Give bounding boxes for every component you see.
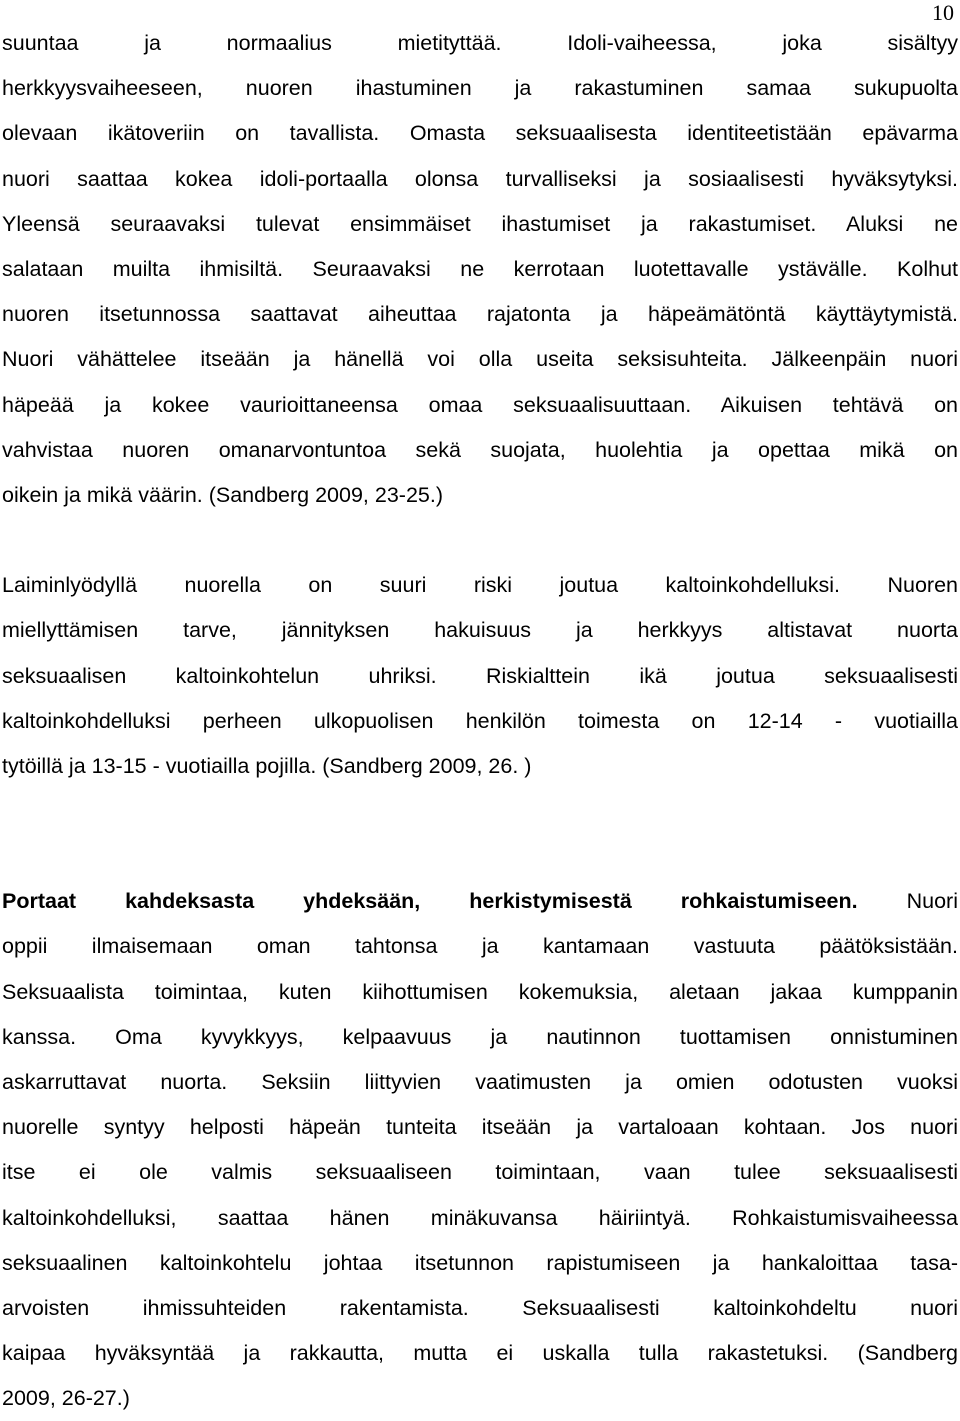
text-line: suuntaa ja normaalius mietityttää. Idoli-vaiheessa, joka sisältyy — [2, 31, 958, 55]
text-line: kaltoinkohdelluksi, saattaa hänen minäkuvansa häiriintyä. Rohkaistumisvaiheessa — [2, 1205, 958, 1230]
text-line: Seksuaalista toimintaa, kuten kiihottumisen kokemuksia, aletaan jakaa kumppanin — [2, 979, 958, 1004]
text-line: nuorelle syntyy helposti häpeän tunteita itseään ja vartaloaan kohtaan. Jos nuori — [2, 1115, 958, 1140]
text-fragment: Nuori — [857, 889, 958, 914]
text-line: häpeää ja kokee vaurioittaneensa omaa seksuaalisuuttaan. Aikuisen tehtävä on — [2, 392, 958, 417]
paragraph — [2, 563, 958, 789]
text-line: Laiminlyödyllä nuorella on suuri riski joutua kaltoinkohdelluksi. Nuoren — [2, 573, 958, 598]
section-heading: Portaat kahdeksasta yhdeksään, herkistymisestä rohkaistumiseen. — [2, 889, 858, 914]
text-line: askarruttavat nuorta. Seksiin liittyvien vaatimusten ja omien odotusten vuoksi — [2, 1069, 958, 1094]
paragraph — [2, 21, 958, 518]
text-line: olevaan ikätoveriin on tavallista. Omasta seksuaalisesta identiteetistään epävarma — [2, 121, 958, 146]
text-line: 2009, 26-27.) — [2, 1386, 130, 1411]
text-line: salataan muilta ihmisiltä. Seuraavaksi ne kerrotaan luotettavalle ystävälle. Kolhut — [2, 256, 958, 281]
text-line — [2, 879, 958, 924]
paragraph-spacer — [2, 789, 958, 879]
text-line: Nuori vähättelee itseään ja hänellä voi olla useita seksisuhteita. Jälkeenpäin nuori — [2, 347, 958, 372]
text-line: kanssa. Oma kyvykkyys, kelpaavuus ja nautinnon tuottamisen onnistuminen — [2, 1024, 958, 1049]
text-line: nuoren itsetunnossa saattavat aiheuttaa rajatonta ja häpeämätöntä käyttäytymistä. — [2, 302, 958, 327]
text-line: itse ei ole valmis seksuaaliseen toimintaan, vaan tulee seksuaalisesti — [2, 1160, 958, 1185]
text-line: Yleensä seuraavaksi tulevat ensimmäiset ihastumiset ja rakastumiset. Aluksi ne — [2, 211, 958, 236]
text-line: arvoisten ihmissuhteiden rakentamista. Seksuaalisesti kaltoinkohdeltu nuori — [2, 1295, 958, 1320]
text-line: oppii ilmaisemaan oman tahtonsa ja kantamaan vastuuta päätöksistään. — [2, 934, 958, 959]
text-line: miellyttämisen tarve, jännityksen hakuisuus ja herkkyys altistavat nuorta — [2, 618, 958, 643]
text-line: herkkyysvaiheeseen, nuoren ihastuminen ja rakastuminen samaa sukupuolta — [2, 76, 958, 101]
paragraph-spacer — [2, 518, 958, 563]
text-line: seksuaalinen kaltoinkohtelu johtaa itsetunnon rapistumiseen ja hankaloittaa tasa- — [2, 1250, 958, 1275]
text-line: vahvistaa nuoren omanarvontuntoa sekä suojata, huolehtia ja opettaa mikä on — [2, 437, 958, 462]
text-line: nuori saattaa kokea idoli-portaalla olonsa turvalliseksi ja sosiaalisesti hyväksytyksi. — [2, 166, 958, 191]
text-line: kaipaa hyväksyntää ja rakkautta, mutta ei uskalla tulla rakastetuksi. (Sandberg — [2, 1341, 958, 1366]
text-line: tytöillä ja 13-15 - vuotiailla pojilla. (Sandberg 2009, 26. ) — [2, 754, 532, 778]
paragraph — [2, 879, 958, 1421]
text-line: kaltoinkohdelluksi perheen ulkopuolisen henkilön toimesta on 12-14 - vuotiailla — [2, 708, 958, 733]
text-line: seksuaalisen kaltoinkohtelun uhriksi. Riskialttein ikä joutua seksuaalisesti — [2, 663, 958, 688]
text-line: oikein ja mikä väärin. (Sandberg 2009, 23-25.) — [2, 482, 444, 507]
page-number: 10 — [932, 0, 954, 25]
document-body — [2, 21, 958, 1421]
